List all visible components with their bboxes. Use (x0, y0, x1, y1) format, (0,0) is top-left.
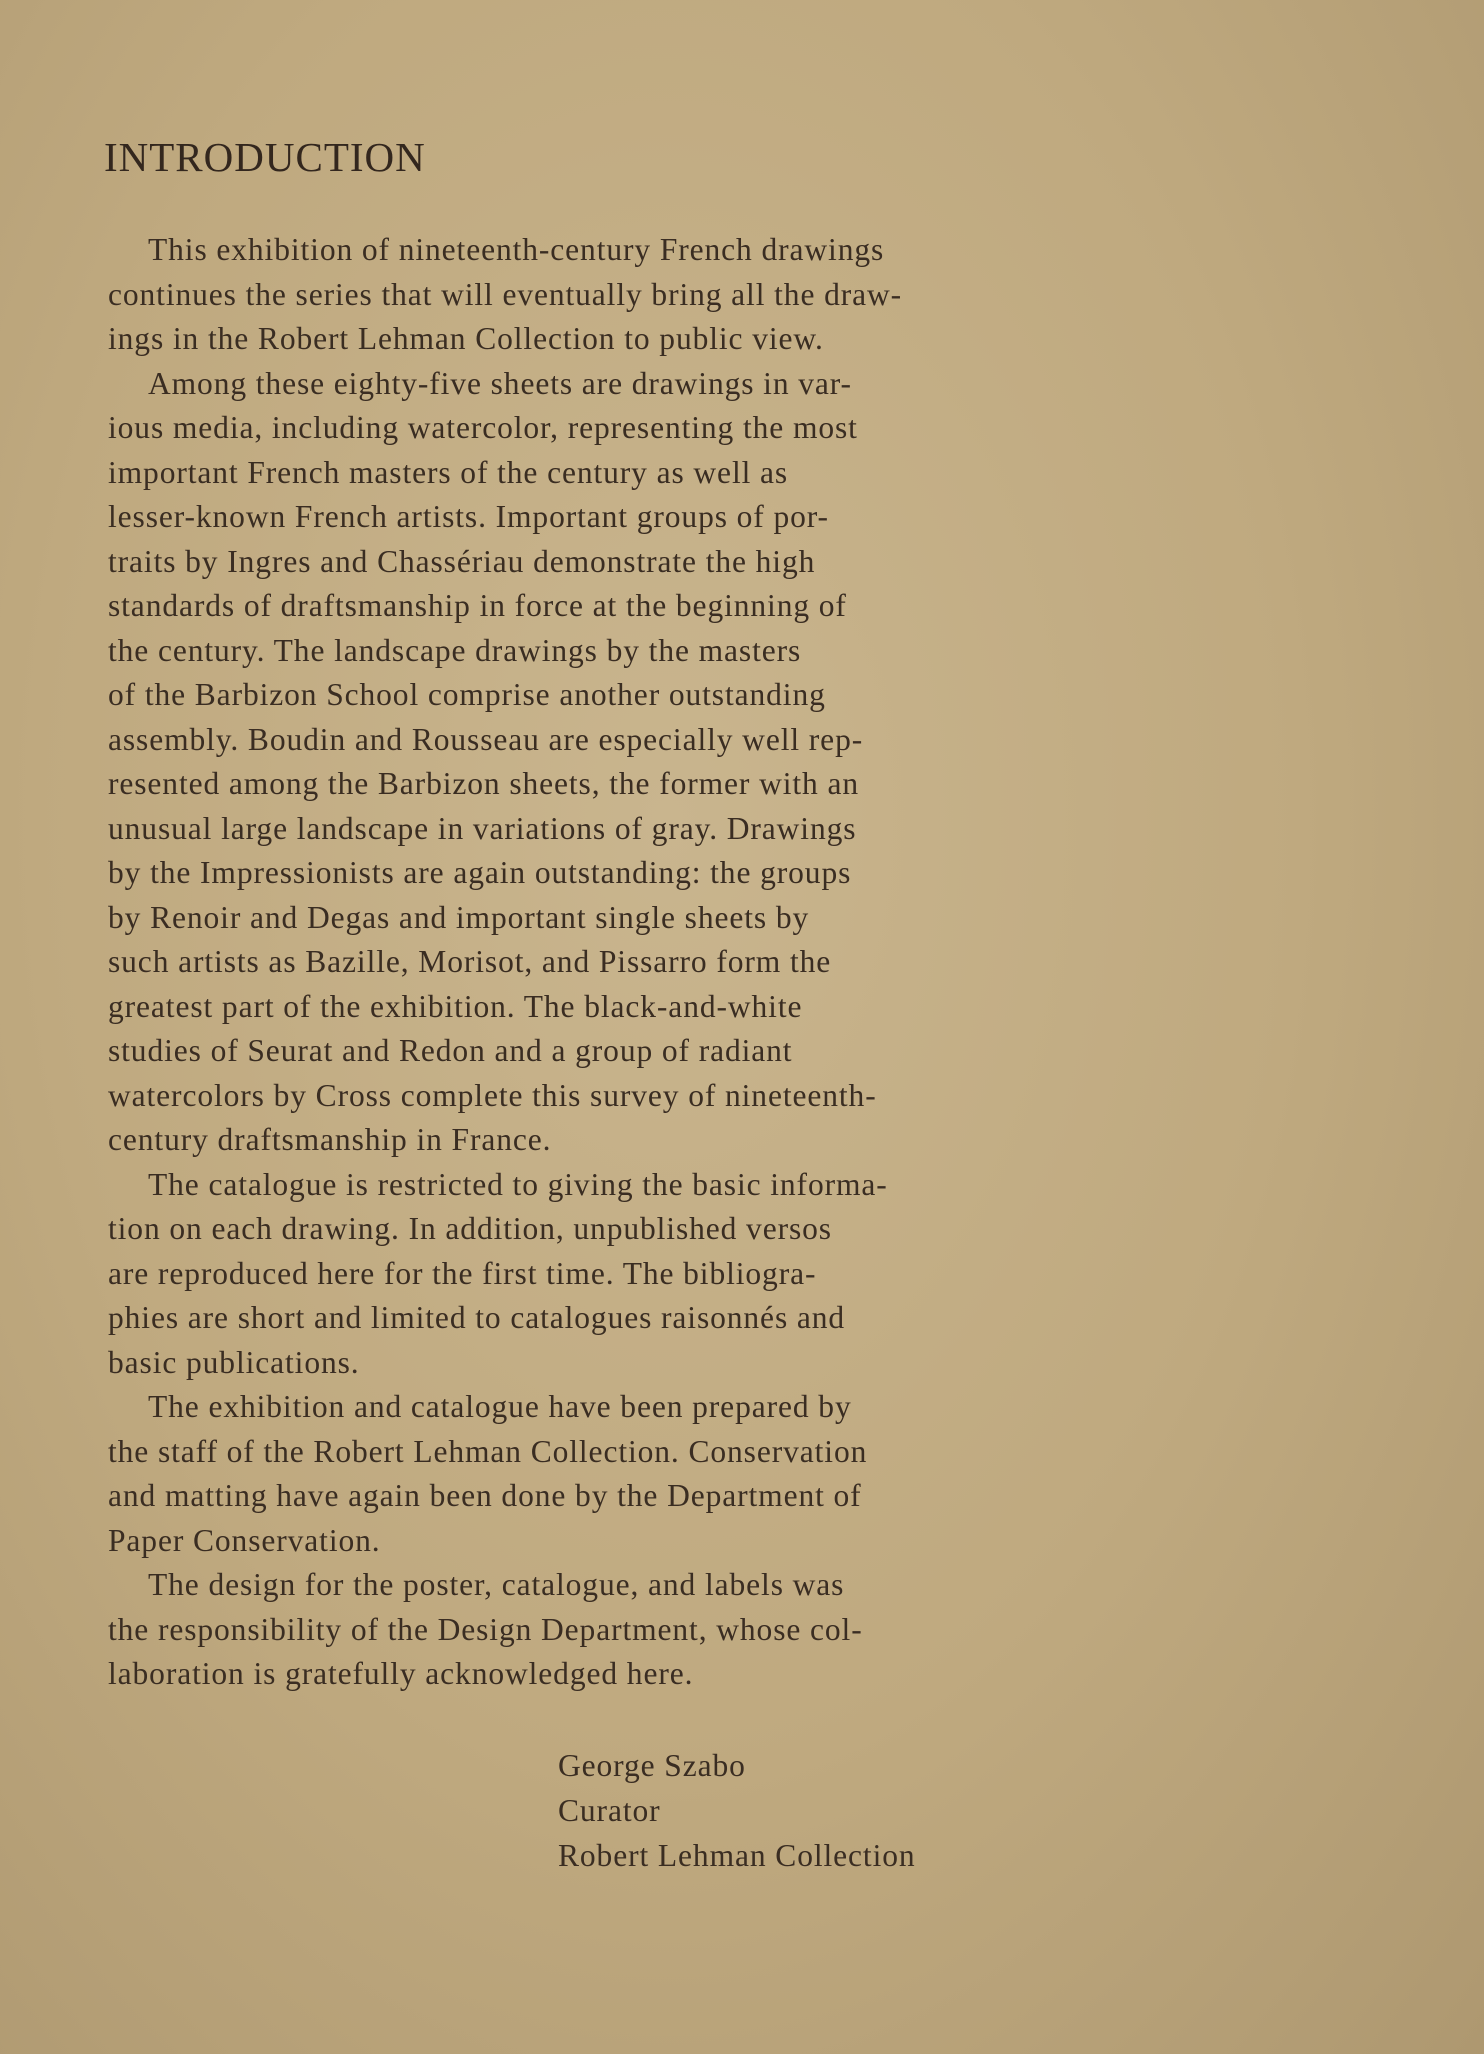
text-line: unusual large landscape in variations of gray. Drawings (108, 810, 857, 846)
text-line: lesser-known French artists. Important groups of por- (108, 499, 829, 534)
text-line: by Renoir and Degas and important single sheets by (108, 899, 810, 935)
text-line: phies are short and limited to catalogues raisonnés and (108, 1300, 846, 1335)
text-line: The catalogue is restricted to giving the basic informa- (148, 1166, 888, 1202)
text-line: the century. The landscape drawings by the masters (108, 632, 802, 668)
text-line: Among these eighty-five sheets are drawings in var- (148, 365, 852, 401)
text-line: such artists as Bazille, Morisot, and Pissarro form the (108, 944, 832, 979)
text-line: continues the series that will eventually bring all the draw- (108, 276, 903, 312)
text-line: and matting have again been done by the Department of (108, 1478, 862, 1513)
paragraph (108, 1563, 1058, 1697)
text-line: The exhibition and catalogue have been prepared by (148, 1389, 852, 1424)
text-line: This exhibition of nineteenth-century French drawings (148, 232, 885, 267)
paragraph (108, 1163, 1058, 1386)
text-line: by the Impressionists are again outstanding: the groups (108, 855, 852, 890)
text-line: are reproduced here for the first time. The bibliogra- (108, 1255, 817, 1291)
text-line: traits by Ingres and Chassériau demonstrate the high (108, 543, 816, 579)
text-line: the staff of the Robert Lehman Collection. Conservation (108, 1433, 868, 1469)
text-line: Paper Conservation. (108, 1522, 381, 1558)
text-line: basic publications. (108, 1344, 360, 1380)
text-line: century draftsmanship in France. (108, 1122, 552, 1157)
page-title: INTRODUCTION (104, 134, 426, 180)
text-line: greatest part of the exhibition. The black-and-white (108, 988, 803, 1024)
introduction-body (108, 228, 1058, 1697)
text-line: important French masters of the century as well as (108, 454, 789, 490)
text-line: assembly. Boudin and Rousseau are especially well rep- (108, 721, 864, 757)
text-line: ings in the Robert Lehman Collection to public view. (108, 321, 824, 356)
text-line: of the Barbizon School comprise another outstanding (108, 677, 826, 712)
text-line: tion on each drawing. In addition, unpublished versos (108, 1211, 832, 1246)
paragraph (108, 1385, 1058, 1563)
text-line: laboration is gratefully acknowledged here. (108, 1656, 694, 1691)
text-line: watercolors by Cross complete this survey of nineteenth- (108, 1077, 877, 1113)
paragraph (108, 228, 1058, 362)
text-line: The design for the poster, catalogue, and labels was (148, 1567, 845, 1602)
signature-title: Curator (558, 1793, 661, 1828)
signature-block (558, 1743, 916, 1878)
paragraph (108, 362, 1058, 1163)
signature-organization: Robert Lehman Collection (558, 1838, 916, 1873)
signature-name: George Szabo (558, 1748, 746, 1783)
text-line: resented among the Barbizon sheets, the former with an (108, 766, 859, 801)
text-line: standards of draftsmanship in force at the beginning of (108, 588, 847, 623)
text-line: ious media, including watercolor, representing the most (108, 410, 858, 445)
text-line: the responsibility of the Design Department, whose col- (108, 1611, 863, 1647)
text-line: studies of Seurat and Redon and a group of radiant (108, 1033, 793, 1068)
